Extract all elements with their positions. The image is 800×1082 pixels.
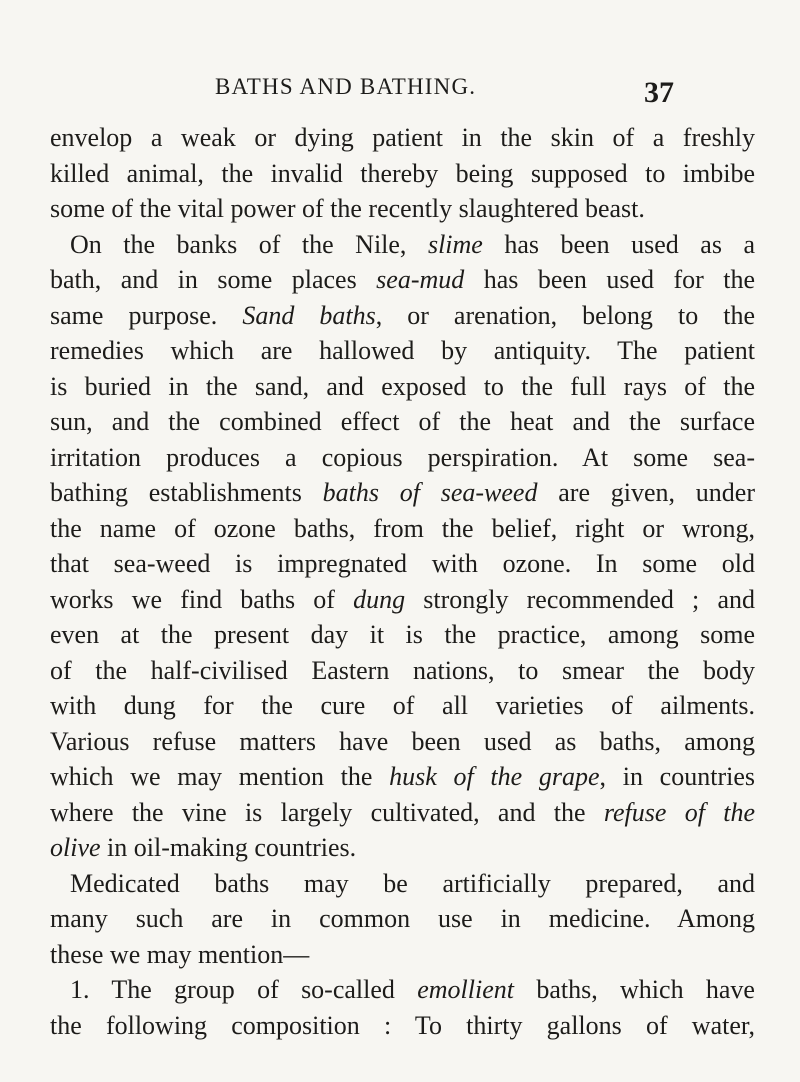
text-run: which we may mention the	[50, 762, 390, 791]
text-run: , or arenation, belong to the	[375, 300, 755, 330]
text-line	[50, 156, 755, 192]
text-run: remedies which are hallowed by antiquity. The patient	[50, 336, 755, 365]
text-line	[50, 1008, 755, 1044]
text-line	[50, 440, 755, 476]
text-run: bath, and in some places	[50, 265, 377, 294]
italic-term: olive	[50, 833, 101, 862]
text-line	[50, 511, 755, 547]
text-run: has been used for the	[464, 265, 756, 294]
text-line	[50, 866, 755, 902]
text-run: where the vine is largely cultivated, and the	[50, 797, 604, 827]
text-run: same purpose.	[50, 300, 243, 330]
text-line	[50, 333, 755, 369]
text-line	[50, 227, 755, 263]
text-run: On the banks of the Nile,	[70, 229, 428, 259]
running-head	[0, 74, 800, 114]
text-line	[50, 120, 755, 156]
text-run: the following composition : To thirty gallons of water,	[50, 1010, 755, 1040]
text-run: Medicated baths may be artificially prepared, and	[70, 868, 755, 898]
text-line	[50, 901, 755, 937]
text-run: the name of ozone baths, from the belief, right or wrong,	[50, 513, 755, 543]
text-run: , in countries	[599, 762, 755, 791]
text-run: these we may mention—	[50, 939, 310, 969]
text-line	[50, 688, 755, 724]
italic-term: refuse of the	[603, 797, 756, 827]
text-line	[50, 724, 755, 760]
text-line	[50, 298, 755, 334]
text-line	[50, 830, 755, 866]
text-line	[50, 617, 755, 653]
text-run: envelop a weak or dying patient in the skin of a freshly	[50, 123, 755, 152]
italic-term: dung	[353, 584, 406, 614]
body-text	[50, 120, 755, 1043]
text-run: bathing establishments	[50, 478, 323, 507]
italic-term: emollient	[417, 975, 514, 1004]
italic-term: baths of sea-weed	[322, 478, 538, 507]
text-line	[50, 653, 755, 689]
text-run: Various refuse matters have been used as baths, among	[50, 726, 755, 756]
italic-term: Sand baths	[242, 300, 376, 330]
text-run: some of the vital power of the recently slaughtered beast.	[50, 194, 645, 223]
text-line	[50, 759, 755, 795]
italic-term: slime	[427, 229, 483, 259]
text-run: works we find baths of	[50, 584, 354, 614]
running-title: BATHS AND BATHING.	[215, 74, 477, 99]
text-line	[50, 795, 755, 831]
text-run: irritation produces a copious perspiration. At some sea-	[50, 442, 755, 472]
text-run: even at the present day it is the practice, among some	[50, 620, 755, 649]
text-run: sun, and the combined effect of the heat and the surface	[50, 407, 755, 436]
text-run: in oil-making countries.	[100, 833, 357, 862]
italic-term: sea-mud	[376, 265, 465, 294]
text-run: killed animal, the invalid thereby being supposed to imbibe	[50, 158, 755, 188]
text-run: strongly recommended ; and	[405, 584, 755, 614]
text-run: that sea-weed is impregnated with ozone. In some old	[50, 549, 755, 578]
text-run: 1. The group of so-called	[70, 975, 418, 1004]
italic-term: husk of the grape	[389, 762, 600, 791]
text-line	[50, 475, 755, 511]
text-run: are given, under	[537, 478, 755, 507]
text-run: is buried in the sand, and exposed to the full rays of the	[50, 371, 755, 401]
text-run: with dung for the cure of all varieties of ailments.	[50, 691, 755, 720]
text-line	[50, 262, 755, 298]
text-line	[50, 972, 755, 1008]
text-run: of the half-civilised Eastern nations, to smear the body	[50, 655, 755, 685]
page-number: 37	[644, 76, 674, 109]
text-run: has been used as a	[482, 229, 755, 259]
text-line	[50, 404, 755, 440]
text-line	[50, 369, 755, 405]
text-line	[50, 937, 755, 973]
text-run: many such are in common use in medicine. Among	[50, 904, 755, 933]
text-line	[50, 546, 755, 582]
text-line	[50, 582, 755, 618]
text-run: baths, which have	[514, 975, 755, 1004]
text-line	[50, 191, 755, 227]
